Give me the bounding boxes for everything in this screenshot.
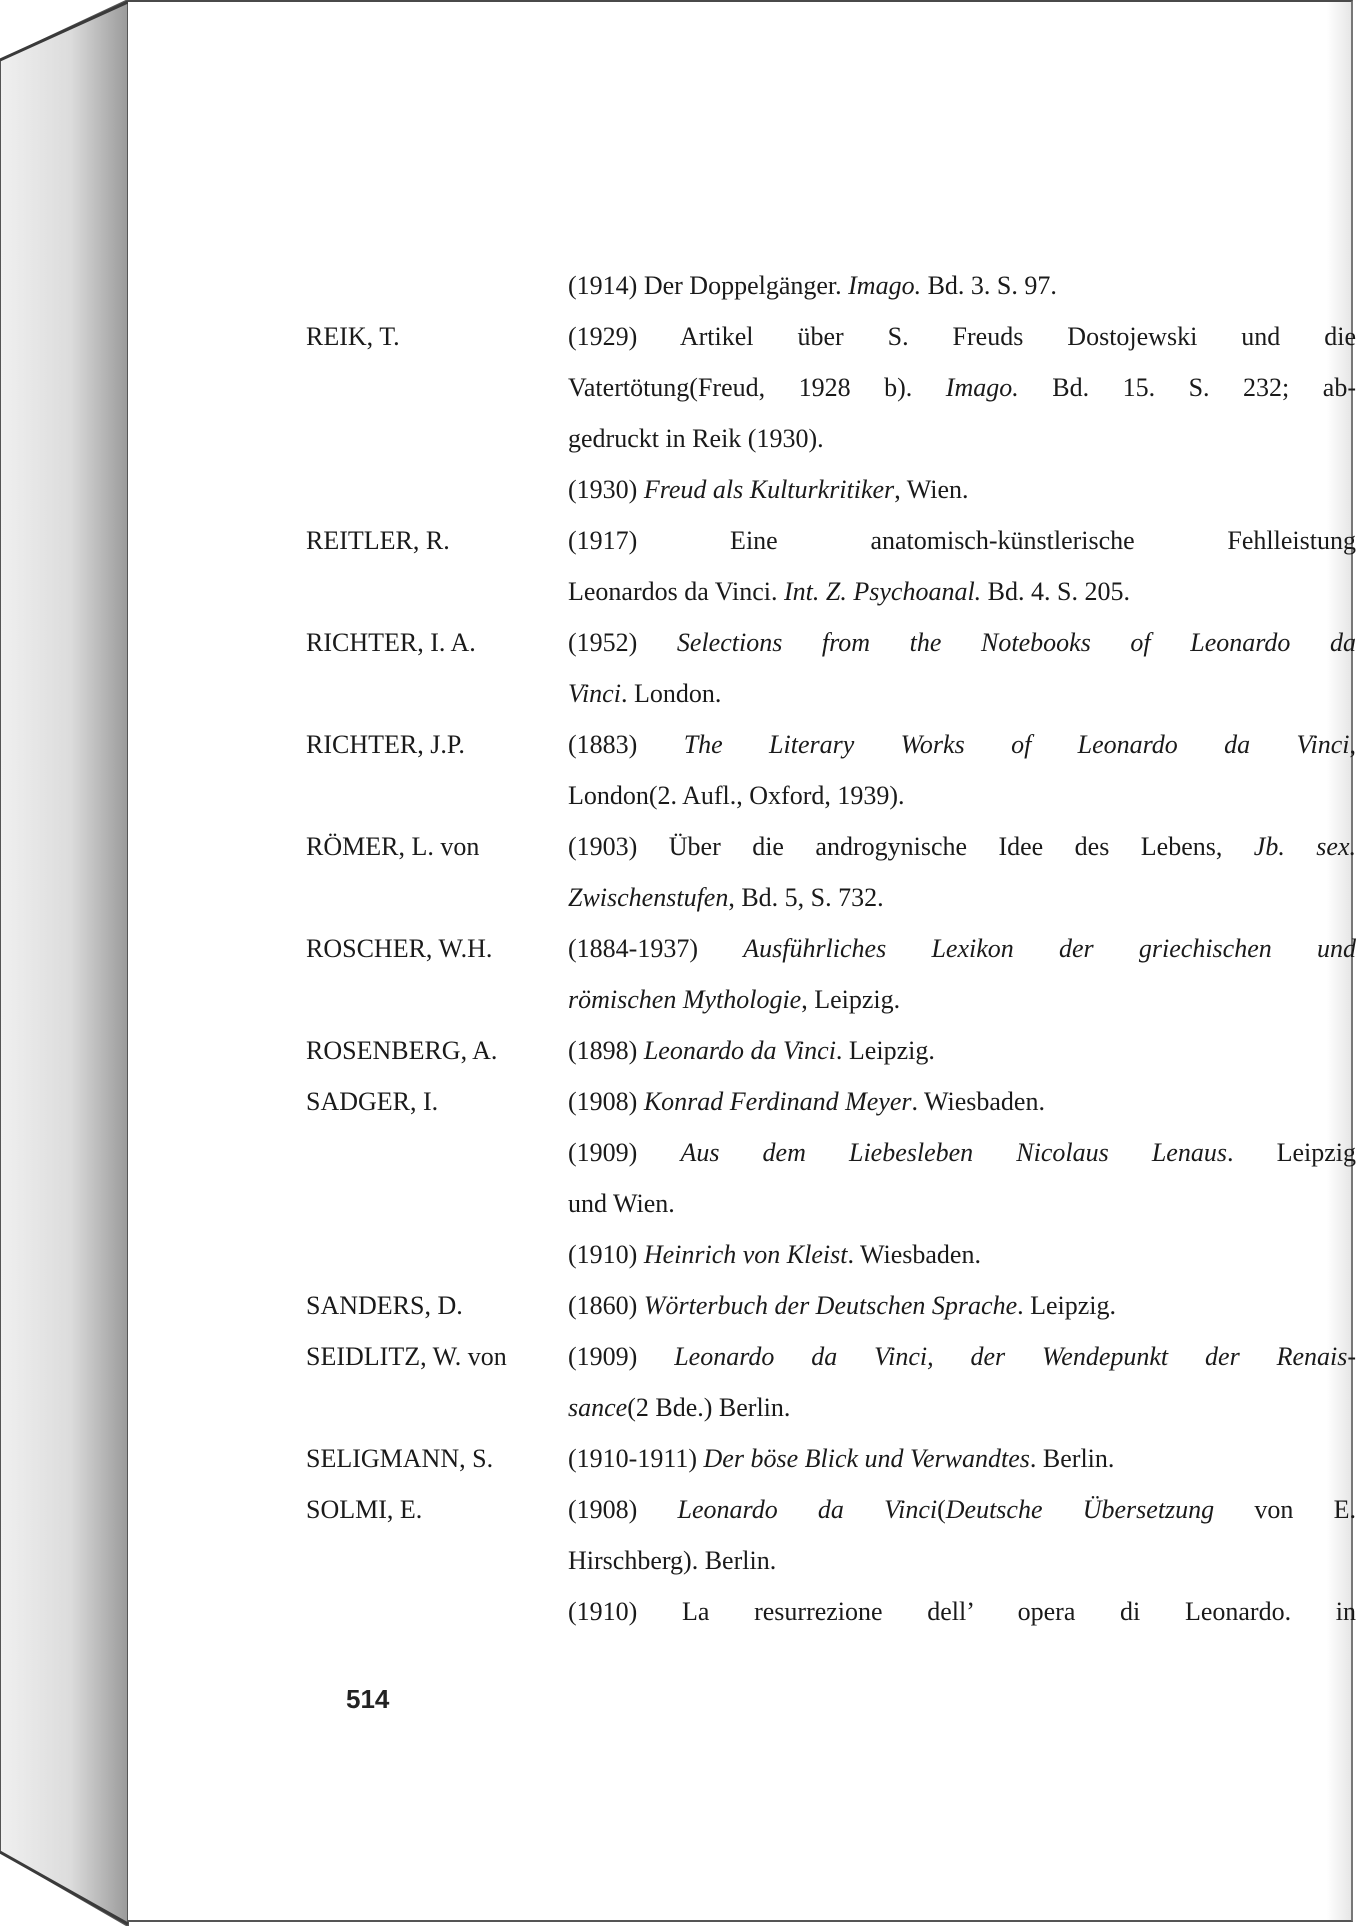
text-segment: , Leipzig.	[801, 985, 901, 1014]
reference-text	[568, 311, 1356, 362]
bibliography-line	[128, 1586, 1356, 1637]
reference-text	[568, 260, 1356, 311]
text-segment: (1910-1911)	[568, 1444, 704, 1473]
text-segment: . Wiesbaden.	[911, 1087, 1045, 1116]
text-segment: und Wien.	[568, 1189, 675, 1218]
bibliography-line	[128, 821, 1356, 872]
title-italic: Freud als Kulturkritiker	[643, 475, 895, 504]
text-segment: . Leipzig	[1226, 1138, 1356, 1167]
title-italic: Wörterbuch der Deutschen Sprache	[643, 1291, 1018, 1320]
title-italic: Aus dem Liebesleben Nicolaus Lenaus	[680, 1138, 1227, 1167]
reference-text	[568, 566, 1356, 617]
text-segment: Bd. 15. S. 232; ab-	[1018, 373, 1356, 402]
title-italic: Selections from the Notebooks of Leonardo da	[676, 628, 1356, 657]
text-segment: (1908)	[568, 1495, 678, 1524]
reference-text	[568, 1280, 1356, 1331]
title-italic: Leonardo da Vinci	[677, 1495, 938, 1524]
bibliography-line	[128, 1076, 1353, 1127]
reference-text	[568, 1229, 1356, 1280]
title-italic: Imago.	[945, 373, 1019, 402]
reference-text	[568, 1433, 1356, 1484]
bibliography-line	[128, 1382, 1353, 1433]
reference-text	[568, 1484, 1356, 1535]
text-segment: (1898)	[568, 1036, 644, 1065]
reference-text	[568, 923, 1356, 974]
text-segment: . Leipzig.	[1017, 1291, 1117, 1320]
author-name: SANDERS, D.	[306, 1291, 463, 1320]
author-name: RÖMER, L. von	[306, 832, 480, 861]
title-italic: Leonardo da Vinci, der Wendepunkt der Renais-	[674, 1342, 1356, 1371]
title-italic: sance	[568, 1393, 628, 1422]
bibliography-line	[128, 1280, 1353, 1331]
title-italic: Ausführliches Lexikon der griechischen und	[743, 934, 1356, 963]
text-segment: (1917) Eine anatomisch-künstlerische Fehlleistung	[568, 526, 1356, 555]
text-segment: Bd. 3. S. 97.	[921, 271, 1057, 300]
bibliography-line	[128, 770, 1353, 821]
bibliography-line	[128, 668, 1353, 719]
text-segment: (1884-1937)	[568, 934, 744, 963]
text-segment: (1952)	[568, 628, 677, 657]
text-segment: . London.	[620, 679, 722, 708]
text-segment: Bd. 4. S. 205.	[981, 577, 1130, 606]
bibliography-line	[128, 1331, 1356, 1382]
reference-text	[568, 1331, 1356, 1382]
title-italic: Der böse Blick und Verwandtes	[703, 1444, 1030, 1473]
text-segment: (1883)	[568, 730, 684, 759]
text-segment: (2 Bde.) Berlin.	[627, 1393, 791, 1422]
text-segment: (1908)	[568, 1087, 644, 1116]
bibliography-line	[128, 1127, 1356, 1178]
text-segment: gedruckt in Reik (1930).	[568, 424, 824, 453]
text-segment: (	[937, 1495, 946, 1524]
reference-text	[568, 668, 1356, 719]
title-italic: The Literary Works of Leonardo da Vinci	[683, 730, 1350, 759]
reference-text	[568, 617, 1356, 668]
text-segment: , Wien.	[894, 475, 969, 504]
text-segment: Vatertötung(Freud, 1928 b).	[568, 373, 946, 402]
text-segment: (1930)	[568, 475, 644, 504]
author-name: ROSENBERG, A.	[306, 1036, 498, 1065]
reference-text	[568, 362, 1356, 413]
reference-text	[568, 821, 1356, 872]
title-italic: römischen Mythologie	[568, 985, 802, 1014]
text-segment: (1929) Artikel über S. Freuds Dostojewski und die	[568, 322, 1356, 351]
bibliography-list	[128, 260, 1356, 1637]
bibliography-line	[128, 1229, 1353, 1280]
bibliography-line	[128, 464, 1353, 515]
reference-text	[568, 1025, 1356, 1076]
author-name: SOLMI, E.	[306, 1495, 423, 1524]
reference-text	[568, 1382, 1356, 1433]
reference-text	[568, 770, 1356, 821]
reference-text	[568, 464, 1356, 515]
bibliography-line	[128, 872, 1353, 923]
bibliography-line	[128, 1433, 1353, 1484]
author-name: SADGER, I.	[306, 1087, 439, 1116]
author-name: RICHTER, J.P.	[306, 730, 465, 759]
reference-text	[568, 872, 1356, 923]
title-italic: Zwischenstufen	[568, 883, 729, 912]
text-segment: ,	[1349, 730, 1356, 759]
title-italic: Deutsche Übersetzung	[945, 1495, 1215, 1524]
text-segment: (1910) La resurrezione dell’ opera di Leonardo. in	[568, 1597, 1356, 1626]
text-segment: Hirschberg). Berlin.	[568, 1546, 777, 1575]
reference-text	[568, 1586, 1356, 1637]
author-name: REIK, T.	[306, 322, 400, 351]
author-name: RICHTER, I. A.	[306, 628, 476, 657]
text-segment: Leonardos da Vinci.	[568, 577, 785, 606]
text-segment: , Bd. 5, S. 732.	[728, 883, 884, 912]
reference-text	[568, 413, 1356, 464]
title-italic: Heinrich von Kleist	[643, 1240, 848, 1269]
author-name: REITLER, R.	[306, 526, 450, 555]
text-segment: (1909)	[568, 1342, 675, 1371]
bibliography-line	[128, 515, 1356, 566]
author-name: ROSCHER, W.H.	[306, 934, 493, 963]
bibliography-line	[128, 362, 1356, 413]
text-segment: . Berlin.	[1029, 1444, 1115, 1473]
bibliography-line	[128, 413, 1353, 464]
title-italic: Jb. sex.	[1253, 832, 1356, 861]
reference-text	[568, 1178, 1356, 1229]
text-segment: von E.	[1214, 1495, 1356, 1524]
author-name: SEIDLITZ, W. von	[306, 1342, 507, 1371]
text-segment: . Leipzig.	[835, 1036, 935, 1065]
bibliography-line	[128, 1025, 1353, 1076]
text-segment: (1910)	[568, 1240, 644, 1269]
bibliography-line	[128, 1535, 1353, 1586]
text-segment: (1860)	[568, 1291, 644, 1320]
bibliography-line	[128, 974, 1353, 1025]
book-page	[128, 0, 1356, 1922]
page-number: 514	[346, 1684, 390, 1714]
book-spine	[0, 0, 132, 1926]
bibliography-line	[128, 260, 1353, 311]
text-segment: . Wiesbaden.	[847, 1240, 981, 1269]
reference-text	[568, 1127, 1356, 1178]
reference-text	[568, 1076, 1356, 1127]
bibliography-line	[128, 566, 1353, 617]
text-segment: (1914) Der Doppelgänger.	[568, 271, 849, 300]
bibliography-line	[128, 1178, 1353, 1229]
reference-text	[568, 974, 1356, 1025]
text-segment: (1903) Über die androgynische Idee des Lebens,	[568, 832, 1254, 861]
title-italic: Vinci	[568, 679, 621, 708]
text-segment: (1909)	[568, 1138, 681, 1167]
title-italic: Imago.	[848, 271, 922, 300]
text-segment: London(2. Aufl., Oxford, 1939).	[568, 781, 905, 810]
bibliography-line	[128, 311, 1356, 362]
author-name: SELIGMANN, S.	[306, 1444, 494, 1473]
title-italic: Leonardo da Vinci	[643, 1036, 836, 1065]
reference-text	[568, 719, 1356, 770]
reference-text	[568, 515, 1356, 566]
title-italic: Konrad Ferdinand Meyer	[643, 1087, 912, 1116]
bibliography-line	[128, 923, 1356, 974]
title-italic: Int. Z. Psychoanal.	[784, 577, 982, 606]
bibliography-line	[128, 617, 1356, 668]
bibliography-line	[128, 719, 1356, 770]
bibliography-line	[128, 1484, 1356, 1535]
reference-text	[568, 1535, 1356, 1586]
